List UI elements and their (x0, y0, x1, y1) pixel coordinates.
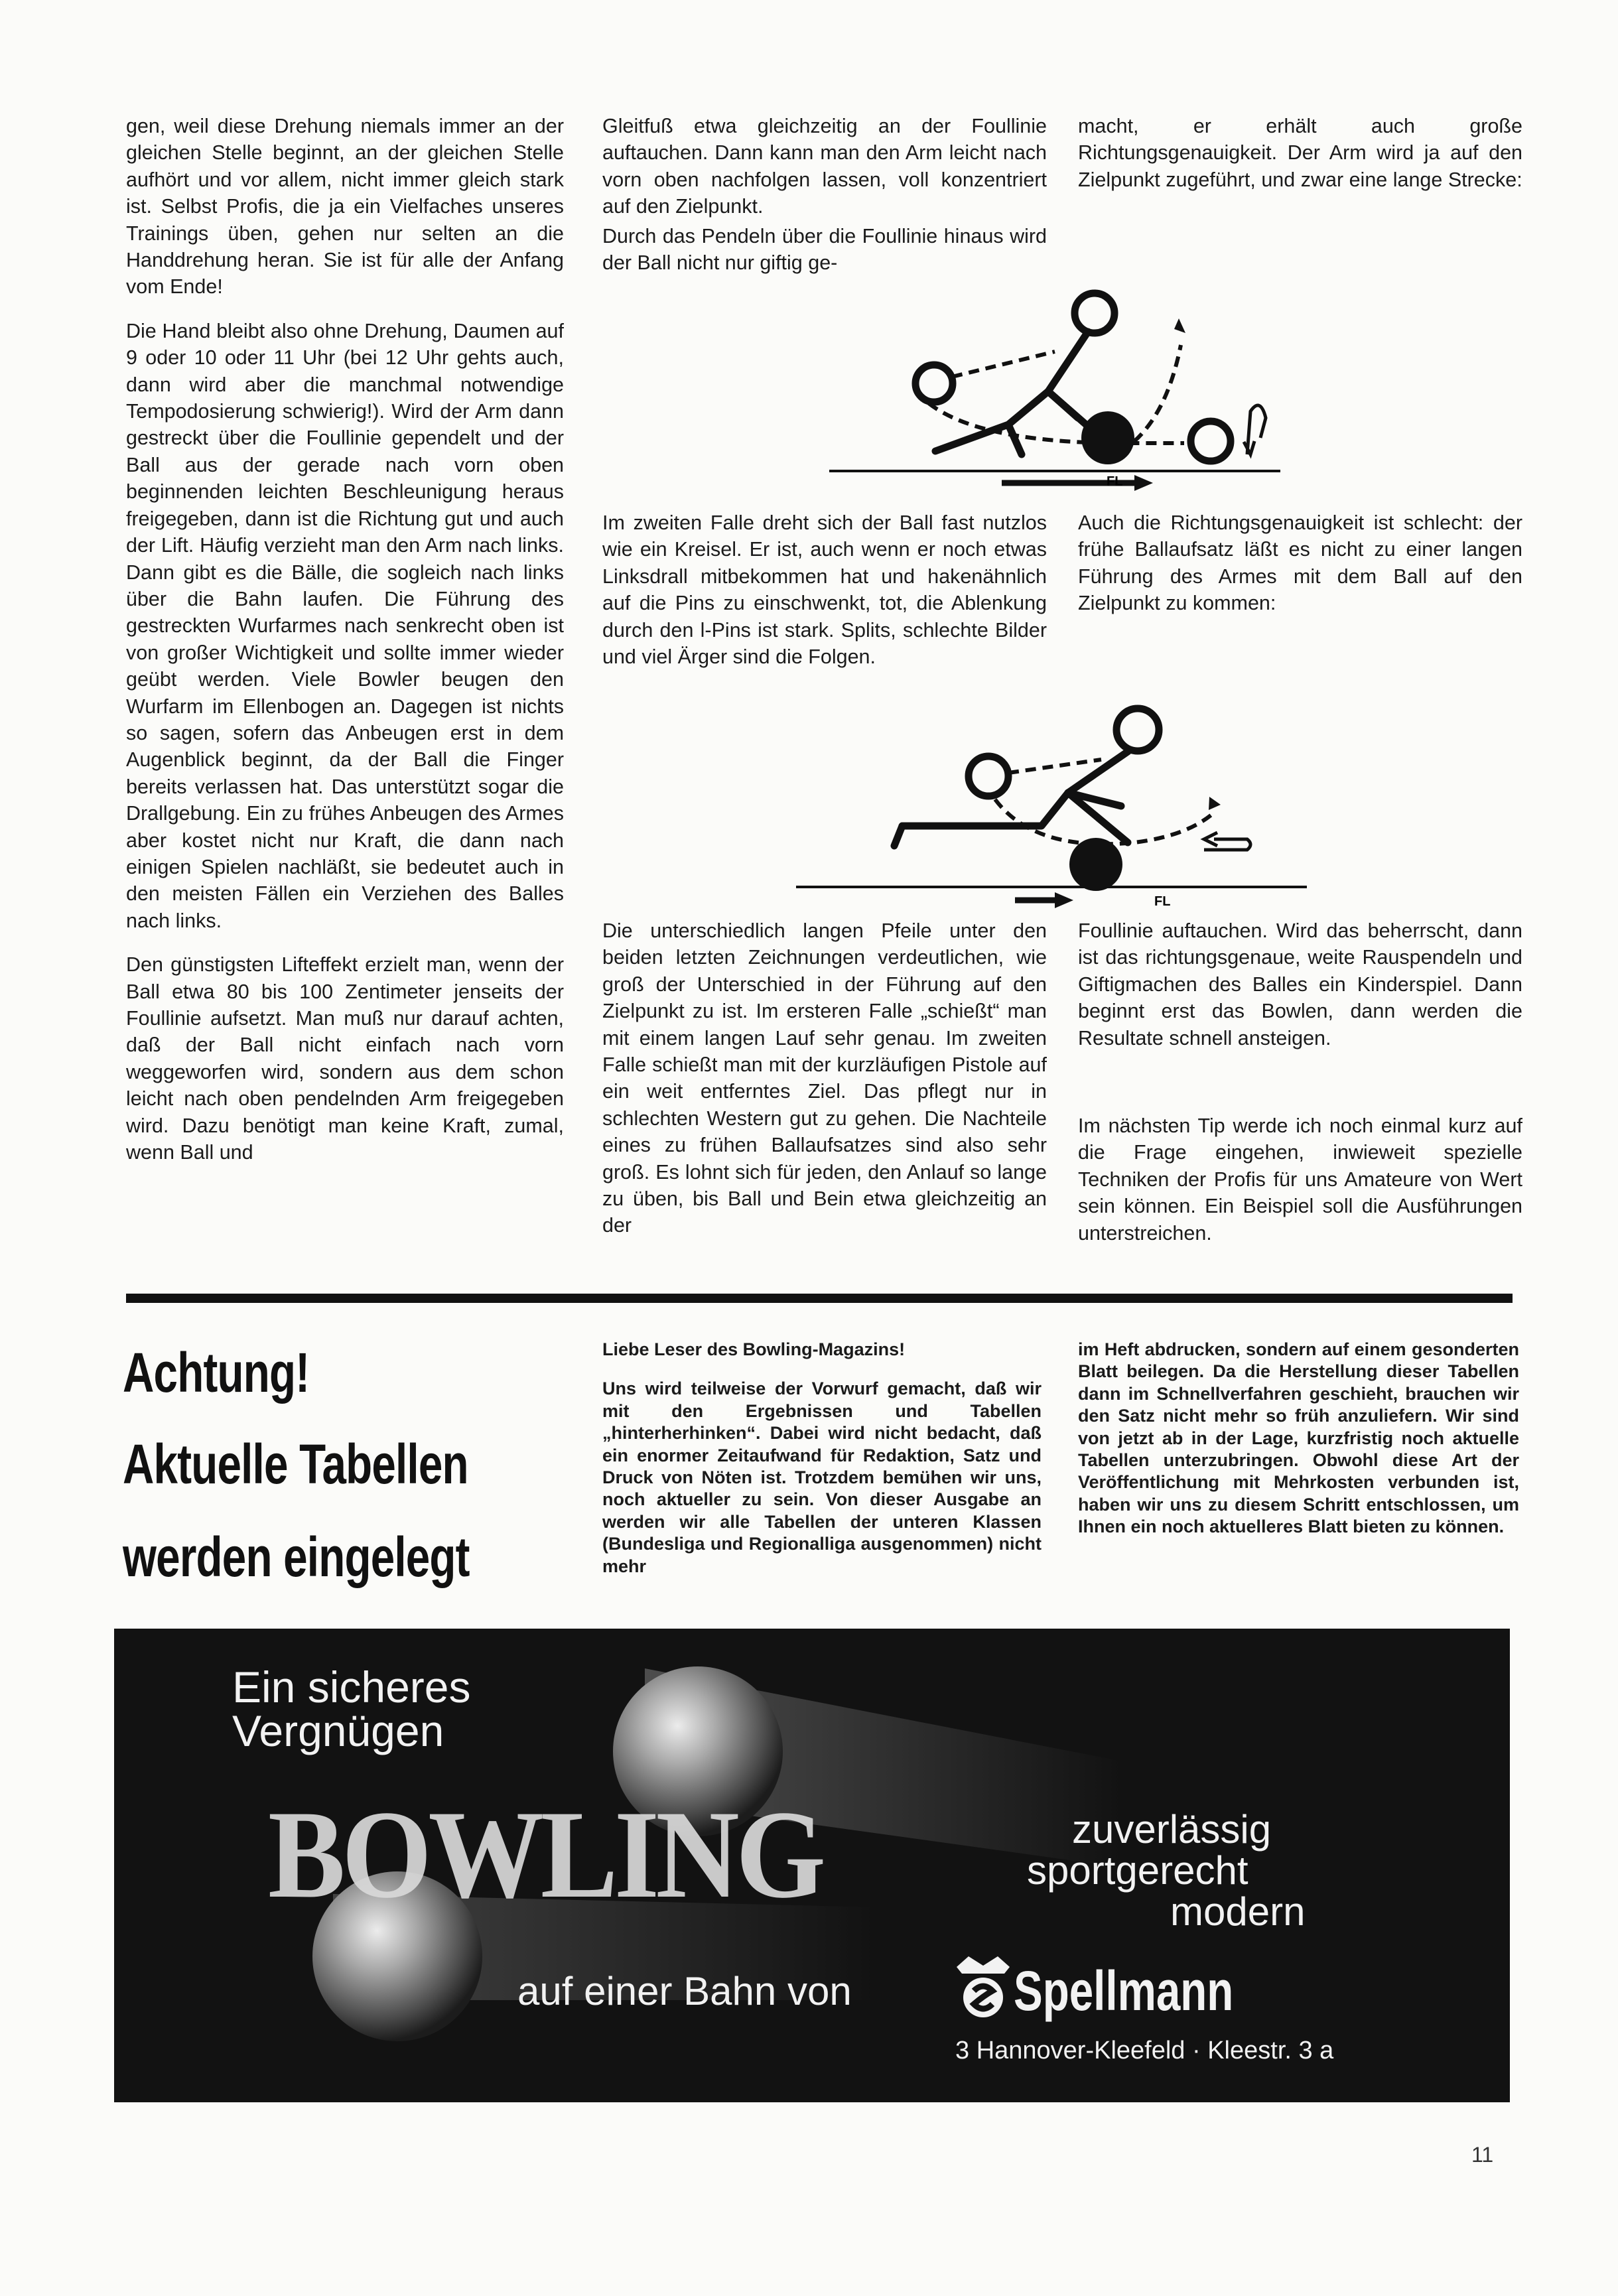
ad-tagline-2: sportgerecht (1027, 1848, 1248, 1893)
spellmann-advertisement (114, 1629, 1510, 2102)
paragraph: Foullinie auftauchen. Wird das beherrscht, dann ist das richtungsgenaue, weite Rauspendeln und Giftigmachen des Balles ein Kinderspiel. Dann beginnt erst das Bowlen, dann werden die Resultate schnell ansteigen. (1078, 919, 1522, 1049)
ad-tagline-3: modern (1170, 1889, 1306, 1934)
ad-lane-text: auf einer Bahn von (517, 1969, 852, 2013)
notice-headline-2: Aktuelle Tabellen (123, 1433, 468, 1495)
paragraph: gen, weil diese Drehung niemals immer an der gleichen Stelle beginnt, an der gleichen Stelle aufhört und vor allem, nicht immer gleich stark ist. Selbst Profis, die ja ein Vielfaches unseres Trainings üben, gehen nur selten an die Handdrehung heran. Sie ist für alle der Anfang vom Ende! (126, 115, 564, 299)
article-column-1 (126, 113, 564, 1183)
bowler-release-drawing-1 (823, 279, 1300, 498)
notice-body-column-1 (602, 1339, 1042, 1592)
notice-body-column-2 (1078, 1339, 1519, 1553)
bowler-release-drawing-2 (789, 693, 1320, 912)
foul-line-label: FL (1107, 474, 1123, 489)
paragraph: Gleitfuß etwa gleichzeitig an der Foullinie auftauchen. Dann kann man den Arm leicht nach vorn oben nachfolgen lassen, voll konzentriert auf den Zielpunkt. (602, 115, 1047, 218)
paragraph: Auch die Richtungsgenauigkeit ist schlecht: der frühe Ballaufsatz läßt es nicht zu einer langen Führung des Armes mit dem Ball auf den Zielpunkt zu kommen: (1078, 511, 1522, 615)
ad-tagline-1: zuverlässig (1072, 1807, 1272, 1852)
notice-headline-3: werden eingelegt (123, 1526, 470, 1588)
notice-salutation: Liebe Leser des Bowling-Magazins! (602, 1339, 906, 1359)
notice-headline-1: Achtung! (123, 1341, 310, 1404)
spellmann-logo-icon (951, 1954, 1015, 2020)
paragraph: Im nächsten Tip werde ich noch einmal kurz auf die Frage eingehen, inwieweit spezielle Techniken der Profis für uns Amateure von Wert sein können. Ein Beispiel soll die Ausführungen unterstreichen. (1078, 1114, 1522, 1245)
paragraph: Uns wird teilweise der Vorwurf gemacht, daß wir mit den Ergebnissen und Tabellen „hinterherhinken“. Dabei wird nicht bedacht, daß ein enormer Zeitaufwand für Redaktion, Satz und Druck von Nöten ist. Trotzdem bemühen wir uns, noch aktueller zu sein. Von dieser Ausgabe an werden wir alle Tabellen der unteren Klassen (Bundesliga und Regionalliga ausgenommen) nicht mehr (602, 1379, 1042, 1576)
paragraph: Die Hand bleibt also ohne Drehung, Daumen auf 9 oder 10 oder 11 Uhr (bei 12 Uhr gehts auch, dann wird aber die manchmal notwendige Tempodosierung schwierig!). Wird der Arm dann gestreckt über die Foullinie gependelt und der Ball aus der gerade nach vorn oben beginnenden leichten Beschleunigung heraus freigegeben, dann ist die Richtung gut und auch der Lift. Häufig verzieht man den Arm nach links. Dann gibt es die Bälle, die sogleich nach links über die Bahn laufen. Die Führung des gestreckten Wurfarmes nach senkrecht oben ist von großer Wichtigkeit und sollte immer wieder geübt werden. Viele Bowler beugen den Wurfarm im Ellenbogen an. Dagegen ist nichts so sagen, sofern das Anbeugen erst in dem Augenblick beginnt, da der Ball die Finger bereits verlassen hat. Das unterstützt sogar die Drallgebung. Ein zu frühes Anbeugen des Armes aber kostet nicht nur Kraft, die dann nach einigen Spielen nachläßt, sie bedeutet auch in den meisten Fällen ein Verziehen des Balles nach links. (126, 319, 564, 932)
article-column-3-top (1078, 113, 1522, 210)
ad-brand-name: Spellmann (1014, 1960, 1234, 2022)
ad-bowling-wordmark: BOWLING (268, 1785, 823, 1925)
paragraph: Die unterschiedlich langen Pfeile unter den beiden letzten Zeichnungen verdeutlichen, wie groß der Unterschied in der Führung auf den Zielpunkt zu ist. Im ersteren Falle „schießt“ man mit einem langen Lauf sehr genau. Im zweiten Falle schießt man mit der kurzläufigen Pistole auf ein weit entferntes Ziel. Das pflegt nur in schlechten Western gut zu gehen. Die Nachteile eines zu frühen Ballaufsatzes sind also sehr groß. Es lohnt sich für jeden, den Anlauf so lange zu üben, bis Ball und Bein etwa gleichzeitig an der (602, 919, 1047, 1237)
paragraph: Den günstigsten Lifteffekt erzielt man, wenn der Ball etwa 80 bis 100 Zentimeter jenseits der Foullinie aufsetzt. Man muß nur darauf achten, daß der Ball nicht einfach nach vorn weggeworfen wird, sondern aus dem schon leicht nach oben pendelnden Arm freigegeben wird. Dazu benötigt man keine Kraft, zumal, wenn Ball und (126, 953, 564, 1164)
page-number: 11 (1471, 2143, 1494, 2167)
article-column-3-mid (1078, 509, 1522, 634)
paragraph: im Heft abdrucken, sondern auf einem gesonderten Blatt beilegen. Da die Herstellung dieser Tabellen dann im Schnellverfahren geschieht, brauchen wir den Satz nicht mehr so früh anzuliefern. Wir sind von jetzt ab in der Lage, kurzfristig noch aktuelle Tabellen unterzubringen. Obwohl diese Art der Veröffentlichung mit Mehrkosten verbunden ist, haben wir uns zu diesem Schritt entschlossen, um Ihnen ein noch aktuelleres Blatt bieten zu können. (1078, 1339, 1519, 1537)
foul-line-label: FL (1154, 894, 1171, 909)
ad-address: 3 Hannover-Kleefeld · Kleestr. 3 a (955, 2037, 1334, 2064)
article-column-2-mid (602, 509, 1047, 687)
paragraph: Im zweiten Falle dreht sich der Ball fast nutzlos wie ein Kreisel. Er ist, auch wenn er noch etwas Linksdrall mitbekommen hat und hakenähnlich auf die Pins zu einschwenkt, tot, die Ablenkung durch den l-Pins ist stark. Splits, schlechte Bilder und viel Ärger sind die Folgen. (602, 511, 1047, 669)
article-column-2-bottom (602, 917, 1047, 1256)
paragraph: Durch das Pendeln über die Foullinie hinaus wird der Ball nicht nur giftig ge- (602, 224, 1047, 275)
ad-headline-line-2: Vergnügen (232, 1706, 444, 1755)
paragraph: macht, er erhält auch große Richtungsgenauigkeit. Der Arm wird ja auf den Zielpunkt zugeführt, und zwar eine lange Strecke: (1078, 115, 1522, 191)
article-column-3-bottom (1078, 917, 1522, 1264)
article-column-2-top (602, 113, 1047, 293)
ad-headline-line-1: Ein sicheres (232, 1662, 471, 1712)
section-divider (126, 1294, 1513, 1303)
